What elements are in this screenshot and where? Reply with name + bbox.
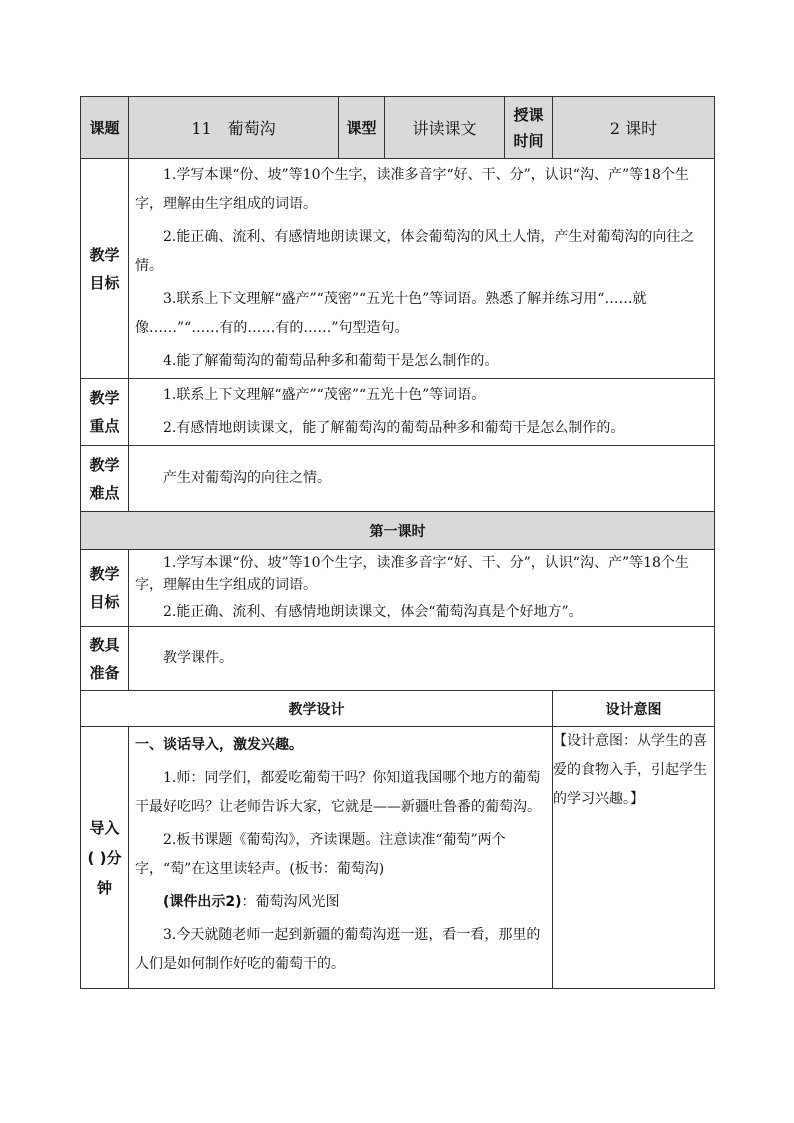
goals-label: 教学 目标 (81, 159, 129, 379)
type-value: 讲读课文 (385, 97, 505, 159)
key-points-label: 教学 重点 (81, 379, 129, 446)
period-goals-row (81, 550, 715, 627)
intro-stage-row (81, 727, 715, 989)
prep-label: 教具 准备 (81, 627, 129, 691)
key-points-row (81, 379, 715, 446)
time-value: 2 课时 (553, 97, 715, 159)
stage-paragraph (129, 886, 552, 919)
goal-item: 2.能正确、流利、有感情地朗读课文，体会葡萄沟的风土人情，产生对葡萄沟的向往之情。 (135, 229, 695, 274)
courseware-note: (课件出示2) (163, 894, 242, 910)
period-goals-content (129, 550, 715, 627)
topic-label: 课题 (81, 97, 129, 159)
prep-content (129, 627, 715, 691)
key-point-item: 1.联系上下文理解“盛产”“茂密”“五光十色”等词语。 (163, 387, 486, 403)
stage-heading: 一、谈话导入，激发兴趣。 (135, 737, 303, 753)
goals-row (81, 159, 715, 379)
goal-item: 4.能了解葡萄沟的葡萄品种多和葡萄干是怎么制作的。 (163, 353, 499, 369)
stage-paragraph: 3.今天就随老师一起到新疆的葡萄沟逛一逛，看一看，那里的人们是如何制作好吃的葡萄干的。 (135, 927, 541, 972)
difficulty-text: 产生对葡萄沟的向往之情。 (163, 470, 331, 486)
goal-item: 1.学写本课“份、坡”等10个生字，读准多音字“好、干、分”，认识“沟、产”等18个生字，理解由生字组成的词语。 (135, 167, 689, 212)
type-label: 课型 (339, 97, 385, 159)
intent-content: 【设计意图：从学生的喜爱的食物入手，引起学生的学习兴趣。】 (553, 727, 715, 989)
period-goal-item: 2.能正确、流利、有感情地朗读课文，体会“葡萄沟真是个好地方”。 (163, 604, 583, 620)
stage-content (129, 727, 553, 989)
key-point-item: 2.有感情地朗读课文，能了解葡萄沟的葡萄品种多和葡萄干是怎么制作的。 (163, 420, 625, 436)
intent-header: 设计意图 (553, 691, 715, 727)
topic-value: 11 葡萄沟 (129, 97, 339, 159)
goal-item: 3.联系上下文理解“盛产”“茂密”“五光十色”等词语。熟悉了解并练习用“……就像……”“……有的……有的……”句型造句。 (135, 291, 647, 336)
goals-content (129, 159, 715, 379)
difficulties-row (81, 446, 715, 512)
difficulties-label: 教学 难点 (81, 446, 129, 512)
difficulties-content (129, 446, 715, 512)
stage-paragraph: 2.板书课题《葡萄沟》，齐读课题。注意读准“葡萄”两个字，“萄”在这里读轻声。(板书：葡萄沟) (135, 832, 506, 877)
stage-paragraph: 1.师：同学们，都爱吃葡萄干吗？你知道我国哪个地方的葡萄干最好吃吗？让老师告诉大家，它就是——新疆吐鲁番的葡萄沟。 (135, 770, 541, 815)
time-label: 授课 时间 (505, 97, 553, 159)
design-header: 教学设计 (81, 691, 553, 727)
period-goals-label: 教学 目标 (81, 550, 129, 627)
stage-label: 导入 ( )分 钟 (81, 727, 129, 989)
prep-text: 教学课件。 (163, 650, 233, 666)
prep-row (81, 627, 715, 691)
first-period-title: 第一课时 (81, 512, 715, 550)
period-goal-item: 1.学写本课“份、坡”等10个生字，读准多音字“好、干、分”，认识“沟、产”等18个生字，理解由生字组成的词语。 (135, 555, 689, 593)
header-row (81, 97, 715, 159)
lesson-plan-table (80, 96, 715, 989)
courseware-desc: ：葡萄沟风光图 (241, 894, 340, 910)
first-period-title-row (81, 512, 715, 550)
key-points-content (129, 379, 715, 446)
design-header-row (81, 691, 715, 727)
